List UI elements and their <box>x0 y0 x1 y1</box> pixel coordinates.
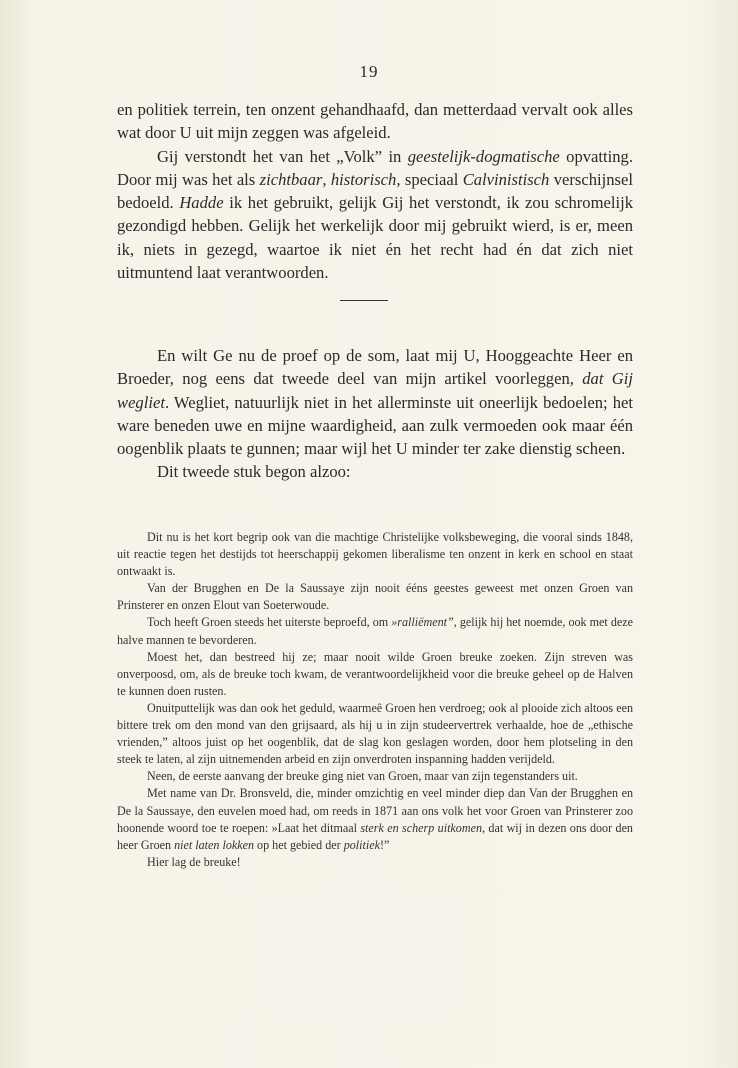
paragraph-continuation <box>117 98 633 145</box>
text-run: . Wegliet, natuurlijk niet in het allerminste uit oneerlijk bedoelen; het ware beneden uwe en mijne waardigheid, aan zulk vermoeden ook maar één oogenblik plaats te gunnen; maar wijl het U minder ter zake dienstig scheen. <box>117 392 633 459</box>
text-run: En wilt Ge nu de proef op de som, laat mij U, Hooggeachte Heer en Broeder, nog eens dat tweede deel van mijn artikel voorleggen, <box>117 346 633 389</box>
text-run: Dit nu is het kort begrip ook van die machtige Christelijke volksbeweging, die vooral sinds 1848, uit reactie tegen het destijds tot heerschappij gekomen liberalisme ten onzent in kerk en school en staat ontwaakt is. <box>117 530 633 579</box>
section-one <box>117 98 633 284</box>
italic-run: dat Gij wegliet <box>117 369 633 412</box>
quote-paragraph-1 <box>117 529 633 580</box>
quote-paragraph-2 <box>117 580 633 614</box>
text-run: opvatting. Door mij was het als <box>117 146 633 189</box>
section-divider <box>340 300 388 301</box>
italic-run: geestelijk-dogmatische <box>407 146 560 166</box>
text-run: en politiek terrein, ten onzent gehandhaafd, dan metterdaad vervalt ook alles wat door U uit mijn zeggen was afgeleid. <box>117 100 633 143</box>
italic-run: Calvinistisch <box>462 169 550 189</box>
page-number: 19 <box>359 62 379 81</box>
text-run: Moest het, dan bestreed hij ze; maar nooit wilde Groen breuke zoeken. Zijn streven was onverpoosd, om, als de breuke toch kwam, de verantwoordelijkheid voor die breuke geheel op de Halven te kunnen doen rusten. <box>117 649 633 698</box>
quote-paragraph-7 <box>117 785 633 853</box>
text-run: , gelijk hij het noemde, ook met deze halve mannen te bevorderen. <box>117 615 633 647</box>
italic-run: sterk en scherp uitkomen <box>360 820 482 835</box>
paragraph-proef <box>117 344 633 460</box>
italic-run: Hadde <box>179 193 224 213</box>
text-run: Gij verstondt het van het „Volk” in <box>157 146 408 166</box>
text-run: !” <box>379 837 390 852</box>
quote-paragraph-3 <box>117 614 633 648</box>
italic-run: historisch <box>330 169 397 189</box>
quote-paragraph-4 <box>117 649 633 700</box>
text-run: Toch heeft Groen steeds het uiterste beproefd, om <box>147 615 392 630</box>
text-run: Met name van Dr. Bronsveld, die, minder omzichtig en veel minder diep dan Van der Brugghen en De la Saussaye, den euvelen moed had, om reeds in 1871 aan ons volk het voor Groen van Prinsterer zoo hoonende woord toe te roepen: »Laat het ditmaal <box>117 786 633 835</box>
text-run: Neen, de eerste aanvang der breuke ging niet van Groen, maar van zijn tegenstanders uit. <box>147 769 578 784</box>
italic-run: politiek <box>343 837 380 852</box>
italic-run: »ralliëment” <box>391 615 454 630</box>
text-run: , <box>322 169 331 189</box>
quoted-passage <box>117 529 633 871</box>
text-run: verschijnsel bedoeld. <box>117 169 633 213</box>
text-run: , dat wij in dezen ons door den heer Groen <box>117 820 633 852</box>
quote-paragraph-5 <box>117 700 633 768</box>
paragraph-alzoo <box>117 460 633 483</box>
text-run: ik het gebruikt, gelijk Gij het verstondt, ik zou schromelijk gezondigd hebben. Gelijk het werkelijk door mij gebruikt wierd, is er, meen ik, niets in gezegd, waartoe ik niet én het recht had én dat zich niet uitmuntend laat verantwoorden. <box>117 193 633 283</box>
italic-run: zichtbaar <box>259 169 323 189</box>
text-run: , speciaal <box>396 169 463 189</box>
text-run: Van der Brugghen en De la Saussaye zijn nooit ééns geestes geweest met onzen Groen van Prinsterer en onzen Elout van Soeterwoude. <box>117 581 633 613</box>
text-run: Onuitputtelijk was dan ook het geduld, waarmeê Groen hen verdroeg; ook al plooide zich altoos een bittere trek om den mond van den grijsaard, als hij u in zijn studeervertrek verhaalde, hoe de „ethische vrienden,” altoos juist op het oogenblik, dat de slag kon geslagen worden, door hem plotseling in den steek te laten, al zijn uitnemenden arbeid en zijn onverdroten inspanning hadden verijdeld. <box>117 700 633 767</box>
italic-run: niet laten lokken <box>174 837 255 852</box>
paragraph-volk <box>117 145 633 285</box>
text-run: op het gebied der <box>254 837 344 852</box>
quote-paragraph-8 <box>117 854 633 871</box>
section-two <box>117 344 633 484</box>
quote-paragraph-6 <box>117 768 633 785</box>
text-run: Hier lag de breuke! <box>147 854 241 869</box>
text-run: Dit tweede stuk begon alzoo: <box>157 462 351 482</box>
